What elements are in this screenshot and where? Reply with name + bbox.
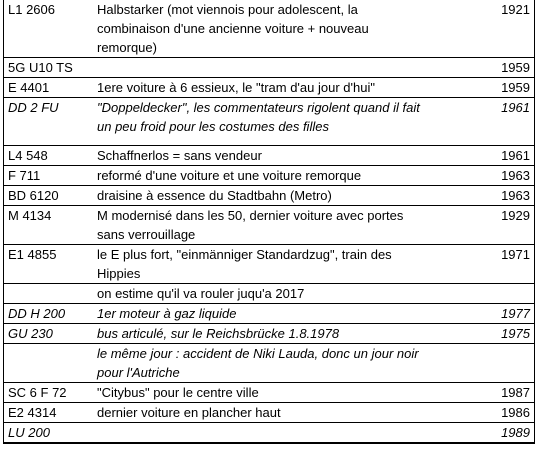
code-cell: DD 2 FU: [4, 98, 94, 146]
table-row: [4, 423, 535, 443]
year-cell: 1975: [431, 324, 535, 344]
year-cell: 1959: [431, 58, 535, 78]
code-cell: SC 6 F 72: [4, 383, 94, 403]
code-cell: 5G U10 TS: [4, 58, 94, 78]
table-row: [4, 383, 535, 403]
description-cell: dernier voiture en plancher haut: [93, 403, 431, 423]
description-cell: [93, 443, 431, 444]
table-row: [4, 284, 535, 304]
table-row: [4, 98, 535, 146]
year-cell: [431, 443, 535, 444]
description-cell: [93, 58, 431, 78]
table-row: [4, 58, 535, 78]
table-row: [4, 206, 535, 245]
code-cell: F 711: [4, 166, 94, 186]
table-row: [4, 324, 535, 344]
code-cell: LU 200: [4, 423, 94, 443]
description-cell: "Citybus" pour le centre ville: [93, 383, 431, 403]
code-cell: [4, 443, 94, 444]
description-cell: bus articulé, sur le Reichsbrücke 1.8.1978: [93, 324, 431, 344]
table-row: [4, 245, 535, 284]
year-cell: 1961: [431, 146, 535, 166]
year-cell: 1959: [431, 78, 535, 98]
year-cell: 1971: [431, 245, 535, 284]
code-cell: L4 548: [4, 146, 94, 166]
table-row: [4, 304, 535, 324]
code-cell: DD H 200: [4, 304, 94, 324]
year-cell: [431, 344, 535, 383]
code-cell: M 4134: [4, 206, 94, 245]
code-cell: E 4401: [4, 78, 94, 98]
table-row: [4, 443, 535, 444]
year-cell: 1987: [431, 383, 535, 403]
code-cell: [4, 344, 94, 383]
code-cell: L1 2606: [4, 0, 94, 58]
code-cell: BD 6120: [4, 186, 94, 206]
description-cell: reformé d'une voiture et une voiture remorque: [93, 166, 431, 186]
table-row: [4, 78, 535, 98]
code-cell: [4, 284, 94, 304]
year-cell: 1963: [431, 166, 535, 186]
year-cell: 1963: [431, 186, 535, 206]
description-cell: [93, 423, 431, 443]
table-row: [4, 146, 535, 166]
year-cell: [431, 284, 535, 304]
year-cell: 1986: [431, 403, 535, 423]
description-cell: 1er moteur à gaz liquide: [93, 304, 431, 324]
year-cell: 1961: [431, 98, 535, 146]
vehicle-table: [3, 0, 535, 444]
code-cell: E1 4855: [4, 245, 94, 284]
year-cell: 1977: [431, 304, 535, 324]
year-cell: 1989: [431, 423, 535, 443]
description-cell: draisine à essence du Stadtbahn (Metro): [93, 186, 431, 206]
description-cell: "Doppeldecker", les commentateurs rigolent quand il fait un peu froid pour les costumes des filles: [93, 98, 431, 146]
code-cell: E2 4314: [4, 403, 94, 423]
table-row: [4, 0, 535, 58]
table-row: [4, 403, 535, 423]
table-row: [4, 166, 535, 186]
description-cell: on estime qu'il va rouler juqu'a 2017: [93, 284, 431, 304]
description-cell: Halbstarker (mot viennois pour adolescent, la combinaison d'une ancienne voiture + nouveau remorque): [93, 0, 431, 58]
year-cell: 1929: [431, 206, 535, 245]
year-cell: 1921: [431, 0, 535, 58]
description-cell: 1ere voiture à 6 essieux, le "tram d'au jour d'hui": [93, 78, 431, 98]
code-cell: GU 230: [4, 324, 94, 344]
description-cell: le même jour : accident de Niki Lauda, donc un jour noir pour l'Autriche: [93, 344, 431, 383]
table-row: [4, 344, 535, 383]
description-cell: M modernisé dans les 50, dernier voiture avec portes sans verrouillage: [93, 206, 431, 245]
description-cell: le E plus fort, "einmänniger Standardzug", train des Hippies: [93, 245, 431, 284]
table-row: [4, 186, 535, 206]
description-cell: Schaffnerlos = sans vendeur: [93, 146, 431, 166]
